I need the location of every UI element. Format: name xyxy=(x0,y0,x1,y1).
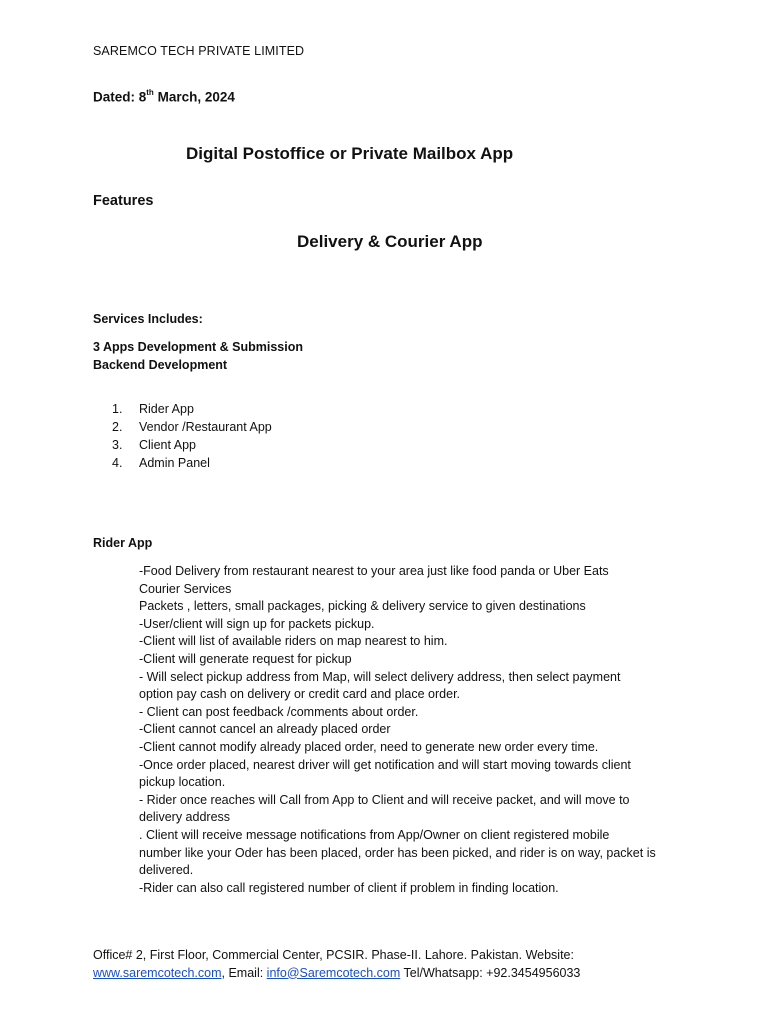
page-footer xyxy=(93,947,580,982)
description-line: -Once order placed, nearest driver will get notification and will start moving towards client xyxy=(139,757,631,772)
description-line: - Will select pickup address from Map, will select delivery address, then select payment xyxy=(139,669,621,684)
list-number: 1. xyxy=(112,402,123,416)
email-label: , Email: xyxy=(221,965,267,980)
description-line: option pay cash on delivery or credit card and place order. xyxy=(139,687,461,702)
description-line: -Client will list of available riders on map nearest to him. xyxy=(139,634,448,649)
footer-tel: Tel/Whatsapp: +92.3454956033 xyxy=(400,965,581,980)
features-heading: Features xyxy=(93,193,154,209)
description-line: pickup location. xyxy=(139,775,226,790)
description-line: Packets , letters, small packages, picking & delivery service to given destinations xyxy=(139,599,586,614)
description-line: -Food Delivery from restaurant nearest to your area just like food panda or Uber Eats xyxy=(139,564,609,578)
list-item xyxy=(112,436,272,454)
description-line: delivery address xyxy=(139,810,231,825)
description-line: -Rider can also call registered number of client if problem in finding location. xyxy=(139,880,559,895)
website-link[interactable]: www.saremcotech.com xyxy=(93,965,222,980)
list-label: Client App xyxy=(139,438,196,452)
description-line: . Client will receive message notifications from App/Owner on client registered mobile xyxy=(139,827,610,842)
description-line: - Client can post feedback /comments about order. xyxy=(139,704,419,719)
description-line: - Rider once reaches will Call from App to Client and will receive packet, and will move to xyxy=(139,792,630,807)
description-line: -User/client will sign up for packets pickup. xyxy=(139,616,375,631)
date-superscript: th xyxy=(146,88,154,97)
list-number: 3. xyxy=(112,438,123,452)
rider-app-description xyxy=(139,563,699,897)
services-heading: Services Includes: xyxy=(93,312,203,326)
list-number: 4. xyxy=(112,456,123,470)
list-label: Vendor /Restaurant App xyxy=(139,420,272,434)
description-line: -Client cannot cancel an already placed order xyxy=(139,722,391,737)
services-list xyxy=(93,338,303,374)
description-line: -Client cannot modify already placed order, need to generate new order every time. xyxy=(139,739,599,754)
list-label: Admin Panel xyxy=(139,456,210,470)
list-label: Rider App xyxy=(139,402,194,416)
document-title: Digital Postoffice or Private Mailbox App xyxy=(186,144,514,163)
description-line: Courier Services xyxy=(139,581,232,596)
rider-app-heading: Rider App xyxy=(93,536,153,550)
footer-address: Office# 2, First Floor, Commercial Center, PCSIR. Phase-II. Lahore. Pakistan. Website: xyxy=(93,948,574,962)
services-line: 3 Apps Development & Submission xyxy=(93,340,303,354)
list-item xyxy=(112,418,272,436)
list-number: 2. xyxy=(112,420,123,434)
list-item xyxy=(112,454,272,472)
list-item xyxy=(112,400,272,418)
company-name: SAREMCO TECH PRIVATE LIMITED xyxy=(93,44,305,58)
document-date xyxy=(93,89,235,105)
services-line: Backend Development xyxy=(93,358,228,372)
footer-contact xyxy=(93,965,580,983)
description-line: number like your Oder has been placed, order has been picked, and rider is on way, packet is xyxy=(139,845,656,860)
email-link[interactable]: info@Saremcotech.com xyxy=(266,965,401,980)
document-subtitle: Delivery & Courier App xyxy=(297,232,483,251)
date-prefix: Dated: 8 xyxy=(93,89,147,105)
apps-list xyxy=(112,400,272,472)
description-line: delivered. xyxy=(139,863,194,878)
date-suffix: March, 2024 xyxy=(153,89,235,105)
description-line: -Client will generate request for pickup xyxy=(139,651,352,666)
